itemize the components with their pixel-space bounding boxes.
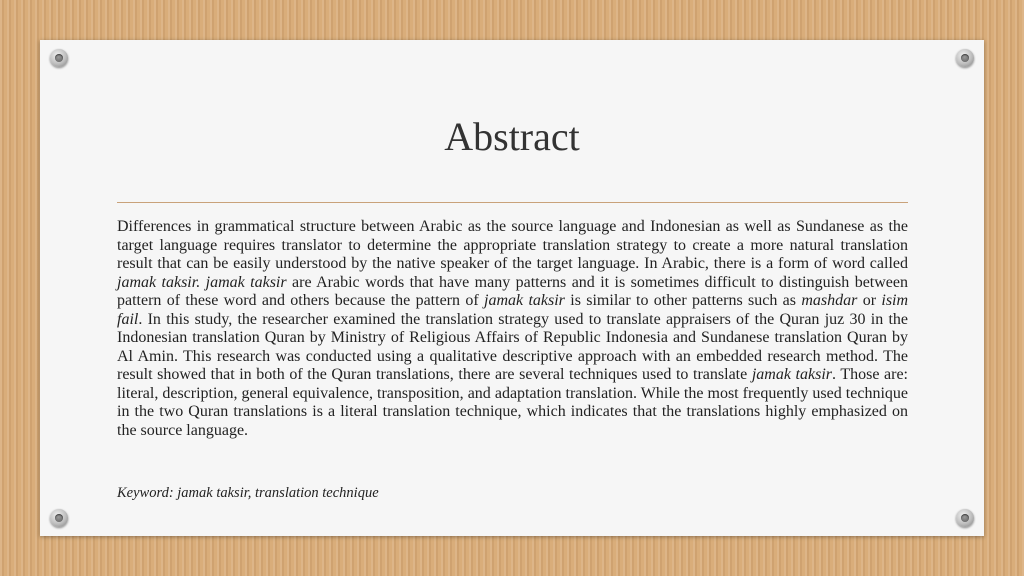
screw-icon [956, 49, 974, 67]
screw-icon [50, 49, 68, 67]
abstract-term: jamak taksir. jamak taksir [117, 273, 287, 291]
abstract-term: mashdar [801, 292, 858, 309]
abstract-text: or [857, 292, 882, 309]
abstract-text: Differences in grammatical structure between Arabic as the source language and Indonesian as well as Sundanese as the target language requires translator to determine the appropriate translation strategy to create a more natural translation result that can be easily understood by the native speaker of the target language. In Arabic, there is a form of word called [117, 218, 908, 272]
title-divider [117, 202, 908, 203]
abstract-text: . Those are: literal, description, general equivalence, transposition, and adaptation translation. While the most frequently used technique in the two Quran translations is a literal translation technique, which indicates that the translations highly emphasized on the source language. [117, 366, 909, 439]
keyword-line: Keyword: jamak taksir, translation technique [117, 485, 379, 501]
screw-icon [50, 509, 68, 527]
abstract-term: jamak taksir [484, 292, 565, 309]
slide-panel [40, 40, 984, 536]
abstract-text: is similar to other patterns such as [564, 292, 802, 309]
screw-icon [956, 509, 974, 527]
abstract-body [117, 218, 908, 440]
slide-title: Abstract [444, 114, 580, 159]
abstract-term: isim fail [117, 292, 909, 328]
abstract-term: jamak taksir [751, 366, 832, 383]
abstract-text: are Arabic words that have many patterns and it is sometimes difficult to distinguish between pattern of these word and others because the pattern of [117, 273, 909, 309]
abstract-text: . In this study, the researcher examined the translation strategy used to translate appraisers of the Quran juz 30 in the Indonesian translation Quran by Ministry of Religious Affairs of Republic Indonesia and Sundanese translation Quran by Al Amin. This research was conducted using a qualitative descriptive approach with an embedded research method. The result showed that in both of the Quran translations, there are several techniques used to translate [117, 310, 908, 383]
